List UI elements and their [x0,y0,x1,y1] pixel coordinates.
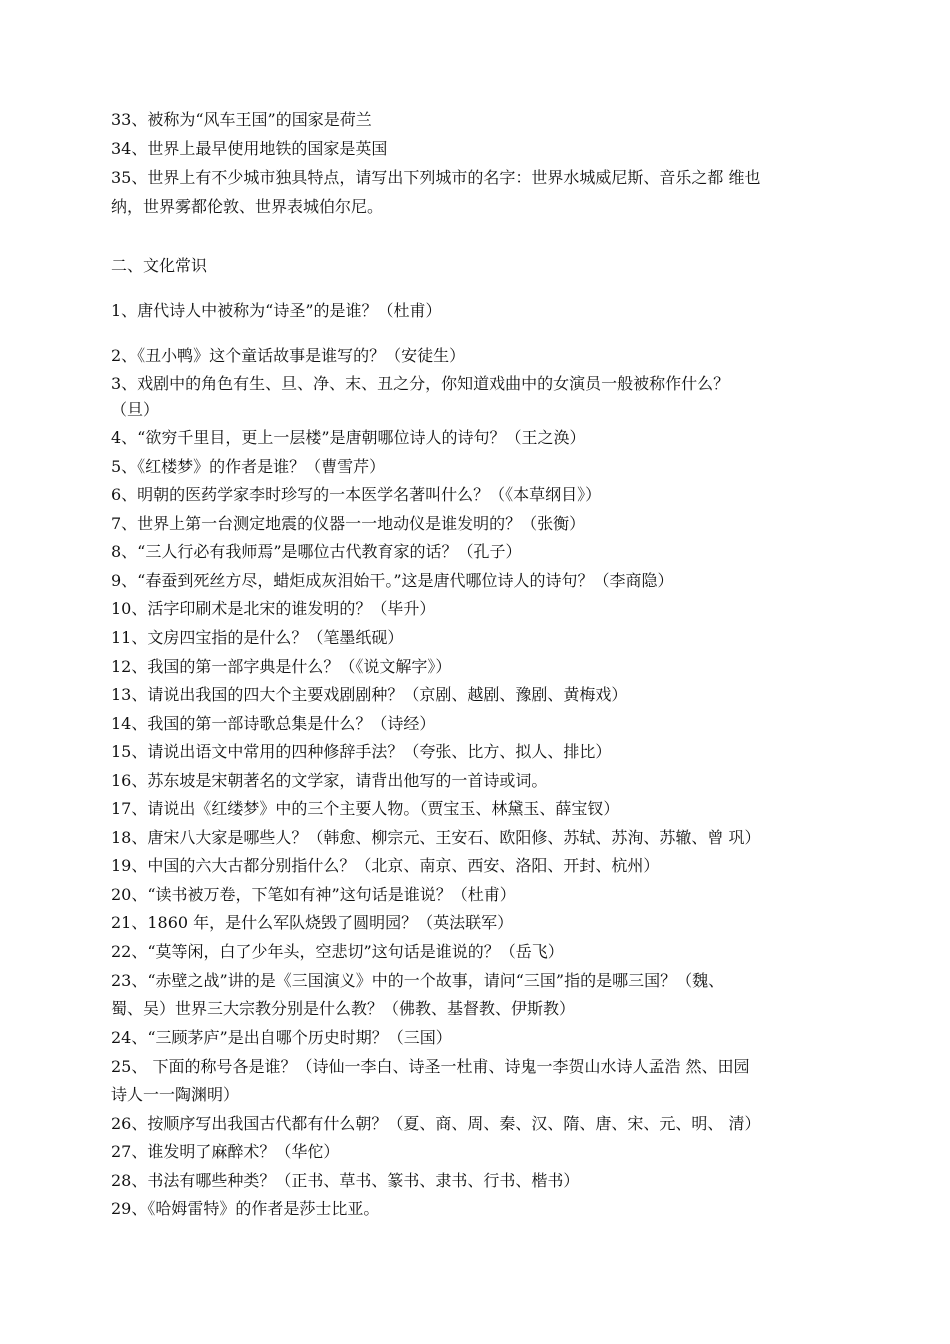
text-line: 5、《红楼梦》的作者是谁？（曹雪芹） [111,457,386,476]
text-line: 19、中国的六大古都分别指什么？（北京、南京、西安、洛阳、开封、杭州） [111,856,660,875]
text-line: 1、唐代诗人中被称为“诗圣”的是谁？（杜甫） [111,301,442,320]
text-line: 13、请说出我国的四大个主要戏剧剧种？（京剧、越剧、豫剧、黄梅戏） [111,685,628,704]
text-line: 10、活字印刷术是北宋的谁发明的？（毕升） [111,599,436,618]
text-line: 16、苏东坡是宋朝著名的文学家，请背出他写的一首诗或词。 [111,771,548,790]
text-line: 3、戏剧中的角色有生、旦、净、末、丑之分，你知道戏曲中的女演员一般被称作什么？ [111,374,730,393]
section-title: 二、文化常识 [111,256,208,275]
text-line: 蜀、吴）世界三大宗教分别是什么教？（佛教、基督教、伊斯教） [111,999,576,1018]
text-line: 34、世界上最早使用地铁的国家是英国 [111,139,388,158]
text-line: 15、请说出语文中常用的四种修辞手法？（夸张、比方、拟人、排比） [111,742,612,761]
text-line: 26、按顺序写出我国古代都有什么朝？（夏、商、周、秦、汉、隋、唐、宋、元、明、 清） [111,1114,761,1133]
text-line: 17、请说出《红缕梦》中的三个主要人物。（贾宝玉、林黛玉、薛宝钗） [111,799,620,818]
text-line: 28、书法有哪些种类？（正书、草书、篆书、隶书、行书、楷书） [111,1171,580,1190]
text-line: 11、文房四宝指的是什么？（笔墨纸砚） [111,628,404,647]
text-line: 纳，世界雾都伦敦、世界表城伯尔尼。 [111,197,384,216]
text-line: 29、《哈姆雷特》的作者是莎士比亚。 [111,1199,380,1218]
text-line: 9、“春蚕到死丝方尽，蜡炬成灰泪始干。”这是唐代哪位诗人的诗句？（李商隐） [111,571,674,590]
text-line: 22、“莫等闲，白了少年头，空悲切”这句话是谁说的？（岳飞） [111,942,564,961]
text-line: 35、世界上有不少城市独具特点，请写出下列城市的名字：世界水城威尼斯、音乐之都 维也 [111,168,761,187]
text-line: 14、我国的第一部诗歌总集是什么？（诗经） [111,714,436,733]
text-line: 25、 下面的称号各是谁？（诗仙一李白、诗圣一杜甫、诗鬼一李贺山水诗人孟浩 然、田园 [111,1057,750,1076]
text-line: 12、我国的第一部字典是什么？（《说文解字》） [111,657,452,676]
text-line: 27、谁发明了麻醉术？（华佗） [111,1142,340,1161]
text-line: （旦） [111,400,160,419]
text-line: 18、唐宋八大家是哪些人？（韩愈、柳宗元、王安石、欧阳修、苏轼、苏洵、苏辙、曾 巩） [111,828,761,847]
text-line: 23、“赤壁之战”讲的是《三国演义》中的一个故事，请问“三国”指的是哪三国？（魏、 [111,971,725,990]
text-line: 33、被称为“风车王国”的国家是荷兰 [111,110,372,129]
text-line: 8、“三人行必有我师焉”是哪位古代教育家的话？（孔子） [111,542,522,561]
text-line: 诗人一一陶渊明） [111,1085,240,1104]
text-line: 7、世界上第一台测定地震的仪器一一地动仪是谁发明的？（张衡） [111,514,586,533]
text-line: 2、《丑小鸭》这个童话故事是谁写的？（安徒生） [111,346,466,365]
text-line: 4、“欲穷千里目，更上一层楼”是唐朝哪位诗人的诗句？（王之涣） [111,428,586,447]
text-line: 21、1860 年，是什么军队烧毁了圆明园？（英法联军） [111,913,514,932]
text-line: 6、明朝的医药学家李时珍写的一本医学名著叫什么？（《本草纲目》） [111,485,602,504]
text-line: 20、“读书被万卷，下笔如有神”这句话是谁说？（杜甫） [111,885,516,904]
text-line: 24、“三顾茅庐”是出自哪个历史时期？（三国） [111,1028,452,1047]
